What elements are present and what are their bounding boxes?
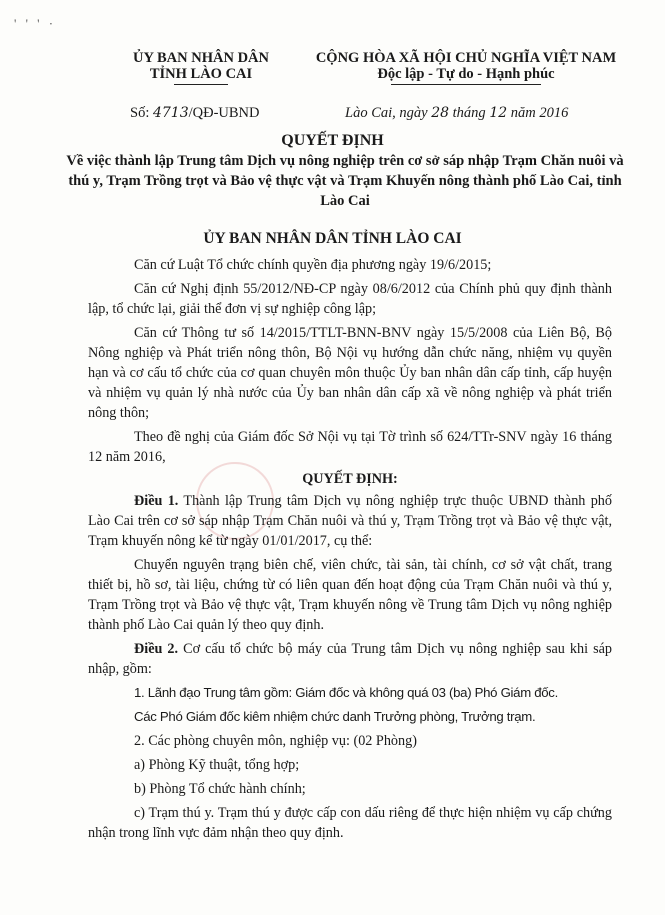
issuing-authority: ỦY BAN NHÂN DÂN TỈNH LÀO CAI [203, 230, 462, 247]
scan-artifact: ' ' ' · [14, 16, 57, 31]
legal-basis-1: Căn cứ Luật Tổ chức chính quyền địa phương ngày 19/6/2015; [134, 257, 492, 273]
national-motto: Độc lập - Tự do - Hạnh phúc [377, 66, 555, 82]
issuer-underline [174, 84, 228, 85]
issue-date [345, 105, 568, 122]
article-2-item: a) Phòng Kỹ thuật, tổng hợp; [134, 757, 300, 773]
doc-number-handwritten: 4713 [152, 105, 189, 121]
article-1-label: Điều 1. [134, 493, 179, 509]
article-1 [88, 491, 612, 551]
motto-underline [391, 84, 541, 85]
article-2-item: b) Phòng Tổ chức hành chính; [134, 781, 306, 797]
document-body [88, 255, 612, 847]
doc-number-prefix: Số: [130, 105, 150, 121]
legal-basis-3: Căn cứ Thông tư số 14/2015/TTLT-BNN-BNV ngày 15/5/2008 của Liên Bộ, Bộ Nông nghiệp và Phát triển nông thôn, Bộ Nội vụ hướng dẫn chức năng, nhiệm vụ quyền hạn và cơ cấu tổ chức của cơ quan chuyên môn thuộc Ủy ban nhân dân cấp tỉnh, cấp huyện và nhiệm vụ quản lý nhà nước của Ủy ban nhân dân cấp xã về nông nghiệp và phát triển nông thôn; [88, 325, 612, 421]
national-header [296, 50, 636, 85]
proposal-basis: Theo đề nghị của Giám đốc Sở Nội vụ tại Tờ trình số 624/TTr-SNV ngày 16 tháng 12 năm 2016, [88, 429, 612, 465]
document-title: QUYẾT ĐỊNH [281, 132, 384, 149]
document-subtitle: Về việc thành lập Trung tâm Dịch vụ nông nghiệp trên cơ sở sáp nhập Trạm Chăn nuôi và thú y, Trạm Trồng trọt và Bảo vệ thực vật và Trạm Khuyến nông thành phố Lào Cai, tỉnh Lào Cai [66, 153, 624, 209]
issuer-header [96, 50, 306, 85]
article-2-label: Điều 2. [134, 641, 179, 657]
issuer-line1: ỦY BAN NHÂN DÂN [132, 50, 269, 66]
article-2 [88, 639, 612, 679]
date-year: năm 2016 [510, 105, 569, 121]
article-2-item: 1. Lãnh đạo Trung tâm gồm: Giám đốc và không quá 03 (ba) Phó Giám đốc. [134, 685, 558, 700]
date-prefix: Lào Cai, ngày [345, 105, 428, 121]
article-2-item: c) Trạm thú y. Trạm thú y được cấp con dấu riêng để thực hiện nhiệm vụ cấp chứng nhận trong lĩnh vực đảm nhận theo quy định. [88, 805, 612, 841]
article-2-item: 2. Các phòng chuyên môn, nghiệp vụ: (02 Phòng) [134, 733, 417, 749]
legal-basis-2: Căn cứ Nghị định 55/2012/NĐ-CP ngày 08/6/2012 của Chính phủ quy định thành lập, tổ chức lại, giải thể đơn vị sự nghiệp công lập; [88, 281, 612, 317]
decision-heading: QUYẾT ĐỊNH: [302, 471, 398, 487]
article-1-detail: Chuyển nguyên trạng biên chế, viên chức, tài sản, tài chính, cơ sở vật chất, trang thiết bị, hồ sơ, tài liệu, chứng từ có liên quan đến hoạt động của Trạm Chăn nuôi và thú y, Trạm Trồng trọt và Bảo vệ thực vật, Trạm khuyến nông về Trung tâm Dịch vụ nông nghiệp thành phố Lào Cai quản lý theo quy định. [88, 557, 612, 633]
national-title: CỘNG HÒA XÃ HỘI CHỦ NGHĨA VIỆT NAM [315, 50, 617, 66]
article-2-text: Cơ cấu tổ chức bộ máy của Trung tâm Dịch vụ nông nghiệp sau khi sáp nhập, gồm: [88, 641, 612, 677]
doc-number-suffix: /QĐ-UBND [188, 105, 260, 121]
date-month-label: tháng [452, 105, 486, 121]
date-month: 12 [489, 105, 508, 121]
issuer-line2: TỈNH LÀO CAI [149, 66, 253, 82]
document-number [130, 105, 260, 122]
date-day: 28 [431, 105, 450, 121]
article-2-item: Các Phó Giám đốc kiêm nhiệm chức danh Trưởng phòng, Trưởng trạm. [134, 709, 536, 724]
article-1-text: Thành lập Trung tâm Dịch vụ nông nghiệp trực thuộc UBND thành phố Lào Cai trên cơ sở sáp nhập Trạm Chăn nuôi và thú y, Trạm Trồng trọt và Bảo vệ thực vật, Trạm khuyến nông kể từ ngày 01/01/2017, cụ thể: [88, 493, 612, 549]
